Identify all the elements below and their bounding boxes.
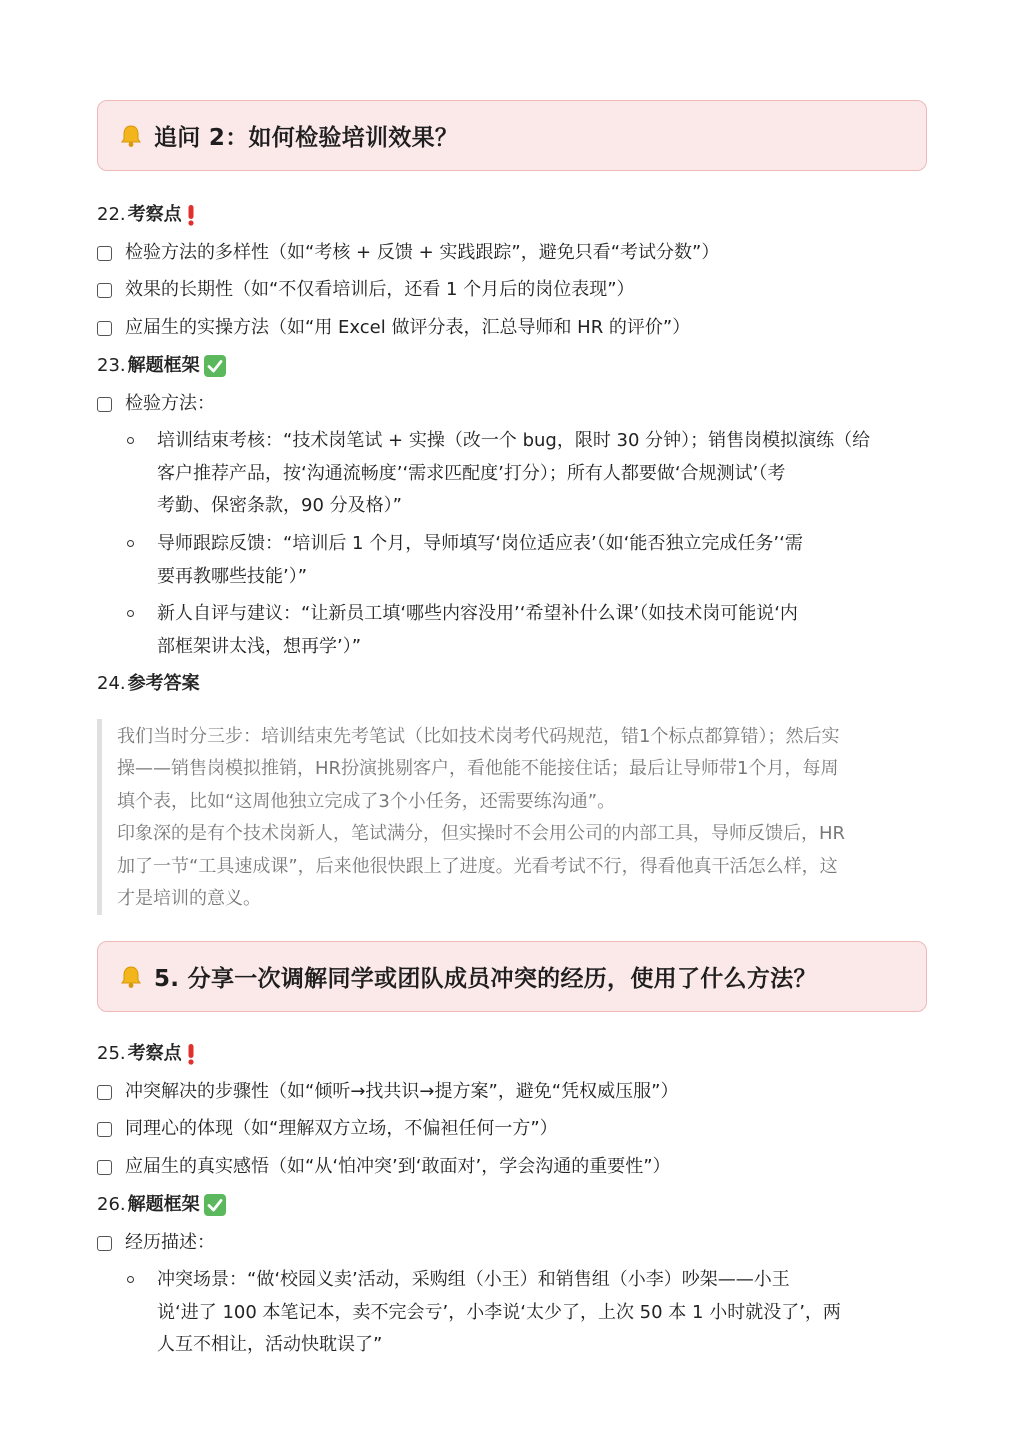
quote-line: 印象深的是有个技术岗新人，笔试满分，但实操时不会用公司的内部工具，导师反馈后，HR [117, 823, 846, 844]
checkbox[interactable] [97, 1236, 112, 1251]
bullet-circle-icon [127, 610, 134, 617]
section-heading [97, 1042, 196, 1066]
bullet-text-line: 培训结束考核：“技术岗笔试 + 实操（改一个 bug，限时 30 分钟）；销售岗模拟演练（给 [157, 430, 871, 451]
checklist-item [97, 1117, 558, 1141]
bell-icon [120, 965, 142, 989]
heading-label: 解题框架 [127, 355, 200, 376]
bullet-text-line: 客户推荐产品，按‘沟通流畅度’‘需求匹配度’打分）；所有人都要做‘合规测试’（考 [157, 462, 786, 484]
red-exclamation-icon [186, 204, 196, 226]
checkbox[interactable] [97, 283, 112, 298]
bullet-item [127, 598, 927, 663]
checkbox[interactable] [97, 1085, 112, 1100]
checklist-item [97, 278, 635, 302]
quote-bar [97, 719, 102, 915]
bullet-text-line: 考勤、保密条款，90 分及格）” [157, 495, 402, 516]
checkbox[interactable] [97, 1122, 112, 1137]
bullet-circle-icon [127, 1276, 134, 1283]
bullet-item [127, 528, 927, 593]
bullet-text-line: 新人自评与建议：“让新员工填‘哪些内容没用’‘希望补什么课’（如技术岗可能说‘内 [157, 603, 798, 624]
checkbox[interactable] [97, 1160, 112, 1175]
heading-number: 26. [97, 1194, 126, 1215]
checklist-item [97, 1155, 671, 1179]
checklist-text: 同理心的体现（如“理解双方立场，不偏袒任何一方”） [125, 1118, 558, 1139]
checklist-text: 冲突解决的步骤性（如“倾听→找共识→提方案”，避免“凭权威压服”） [125, 1081, 679, 1102]
heading-number: 24. [97, 673, 126, 694]
heading-label: 考察点 [127, 204, 182, 225]
checklist-text: 检验方法的多样性（如“考核 + 反馈 + 实践跟踪”，避免只看“考试分数”） [125, 242, 720, 263]
checkbox[interactable] [97, 397, 112, 412]
checklist-item [97, 241, 719, 265]
quote-line: 填个表，比如“这周他独立完成了3个小任务，还需要练沟通”。 [117, 791, 616, 812]
green-check-icon [204, 1194, 226, 1216]
bullet-item [127, 1264, 927, 1362]
checklist-text: 应届生的实操方法（如“用 Excel 做评分表，汇总导师和 HR 的评价”） [125, 317, 691, 338]
callout-title: 5. 分享一次调解同学或团队成员冲突的经历，使用了什么方法？ [154, 966, 817, 992]
bell-icon [120, 124, 142, 148]
quote-line: 加了一节“工具速成课”，后来他很快跟上了进度。光看考试不行，得看他真干活怎么样，这 [117, 856, 838, 877]
heading-number: 22. [97, 204, 126, 225]
checklist-item [97, 392, 215, 416]
checklist-item [97, 1080, 678, 1104]
quote-line: 我们当时分三步：培训结束先考笔试（比如技术岗考代码规范，错1个标点都算错）；然后实 [117, 726, 840, 747]
checklist-item [97, 1231, 215, 1255]
callout-box [97, 941, 927, 1012]
bullet-text-line: 人互不相让，活动快耽误了” [157, 1334, 383, 1355]
quote-line: 操——销售岗模拟推销，HR扮演挑剔客户，看他能不能接住话；最后让导师带1个月，每周 [117, 758, 839, 779]
quote-line: 才是培训的意义。 [117, 888, 261, 909]
bullet-text-line: 要再教哪些技能’）” [157, 565, 308, 587]
checklist-text: 应届生的真实感悟（如“从‘怕冲突’到‘敢面对’，学会沟通的重要性”） [125, 1156, 671, 1177]
heading-number: 25. [97, 1043, 126, 1064]
checkbox[interactable] [97, 246, 112, 261]
checklist-text: 检验方法： [125, 393, 215, 414]
red-exclamation-icon [186, 1043, 196, 1065]
bullet-text-line: 部框架讲太浅，想再学’）” [157, 635, 362, 657]
bullet-item [127, 425, 927, 523]
section-heading [97, 354, 226, 378]
section-heading [97, 1193, 226, 1217]
section-heading [97, 672, 200, 696]
checklist-item [97, 316, 690, 340]
bullet-text-line: 冲突场景：“做‘校园义卖’活动，采购组（小王）和销售组（小李）吵架——小王 [157, 1269, 790, 1290]
bullet-text-line: 说‘进了 100 本笔记本，卖不完会亏’，小李说‘太少了，上次 50 本 1 小时就没了’，两 [157, 1301, 841, 1323]
green-check-icon [204, 355, 226, 377]
callout-box [97, 100, 927, 171]
bullet-text-line: 导师跟踪反馈：“培训后 1 个月，导师填写‘岗位适应表’（如‘能否独立完成任务’‘需 [157, 533, 803, 554]
answer-blockquote [97, 719, 927, 915]
bullet-circle-icon [127, 437, 134, 444]
checklist-text: 经历描述： [125, 1232, 215, 1253]
heading-label: 考察点 [127, 1043, 182, 1064]
section-heading [97, 203, 196, 227]
checkbox[interactable] [97, 321, 112, 336]
heading-number: 23. [97, 355, 126, 376]
heading-label: 解题框架 [127, 1194, 200, 1215]
bullet-circle-icon [127, 540, 134, 547]
checklist-text: 效果的长期性（如“不仅看培训后，还看 1 个月后的岗位表现”） [125, 279, 635, 300]
heading-label: 参考答案 [127, 673, 200, 694]
callout-title: 追问 2：如何检验培训效果？ [154, 125, 459, 151]
